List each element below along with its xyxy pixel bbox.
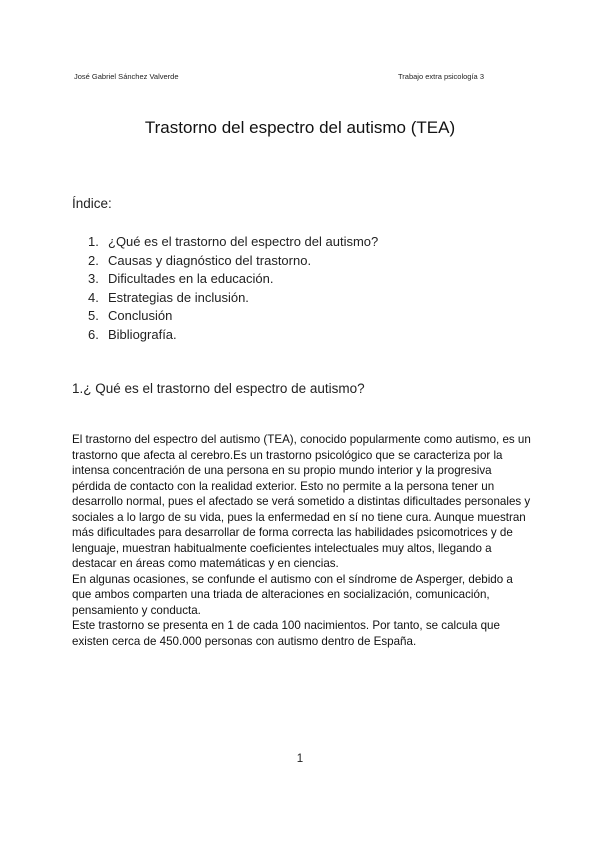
toc-item-label: Estrategias de inclusión. [108, 289, 249, 305]
index-label: Índice: [72, 196, 112, 211]
table-of-contents [88, 233, 378, 344]
toc-item-number: 5. [88, 308, 99, 323]
toc-item-number: 2. [88, 252, 99, 268]
section-heading: 1.¿ Qué es el trastorno del espectro de autismo? [72, 381, 365, 396]
toc-item-number: 4. [88, 289, 99, 305]
toc-item-number: 6. [88, 326, 99, 342]
toc-item-label: Bibliografía. [108, 326, 177, 342]
header-course: Trabajo extra psicología 3 [397, 72, 484, 81]
header-author: José Gabriel Sánchez Valverde [74, 72, 179, 81]
body-paragraph: El trastorno del espectro del autismo (TEA), conocido popularmente como autismo, es un trastorno que afecta al cerebro.Es un trastorno psicológico que se caracteriza por la intensa concentración de una persona en su propio mundo interior y la progresiva pérdida de contacto con la realidad exterior. Esto no permite a la persona tener un desarrollo normal, pues el afectado se verá sometido a distintas dificultades personales y sociales a lo largo de su vida, pues la enfermedad en sí no tiene cura. Aunque muestran más dificultades para desarrollar de forma correcta las habilidades psicomotrices y de lenguaje, muestran habitualmente coeficientes intelectuales muy altos, llegando a destacar en áreas como matemáticas y en ciencias. [72, 433, 531, 570]
toc-item [88, 252, 378, 271]
toc-item-label: Conclusión [108, 308, 173, 323]
toc-item [88, 326, 378, 345]
toc-item-label: ¿Qué es el trastorno del espectro del autismo? [108, 234, 379, 249]
toc-item [88, 233, 378, 252]
document-title: Trastorno del espectro del autismo (TEA) [144, 118, 456, 137]
toc-item-number: 3. [88, 271, 99, 286]
section-body [72, 432, 532, 649]
toc-item [88, 289, 378, 308]
toc-item-number: 1. [88, 234, 99, 249]
body-paragraph: Este trastorno se presenta en 1 de cada 100 nacimientos. Por tanto, se calcula que existen cerca de 450.000 personas con autismo dentro de España. [72, 619, 500, 648]
toc-item-label: Causas y diagnóstico del trastorno. [108, 252, 312, 268]
toc-item [88, 270, 378, 289]
toc-item-label: Dificultades en la educación. [108, 271, 274, 286]
page-number: 1 [296, 753, 304, 765]
toc-item [88, 307, 378, 326]
body-paragraph: En algunas ocasiones, se confunde el autismo con el síndrome de Asperger, debido a que ambos comparten una triada de alteraciones en socialización, comunicación, pensamiento y conducta. [72, 572, 513, 617]
